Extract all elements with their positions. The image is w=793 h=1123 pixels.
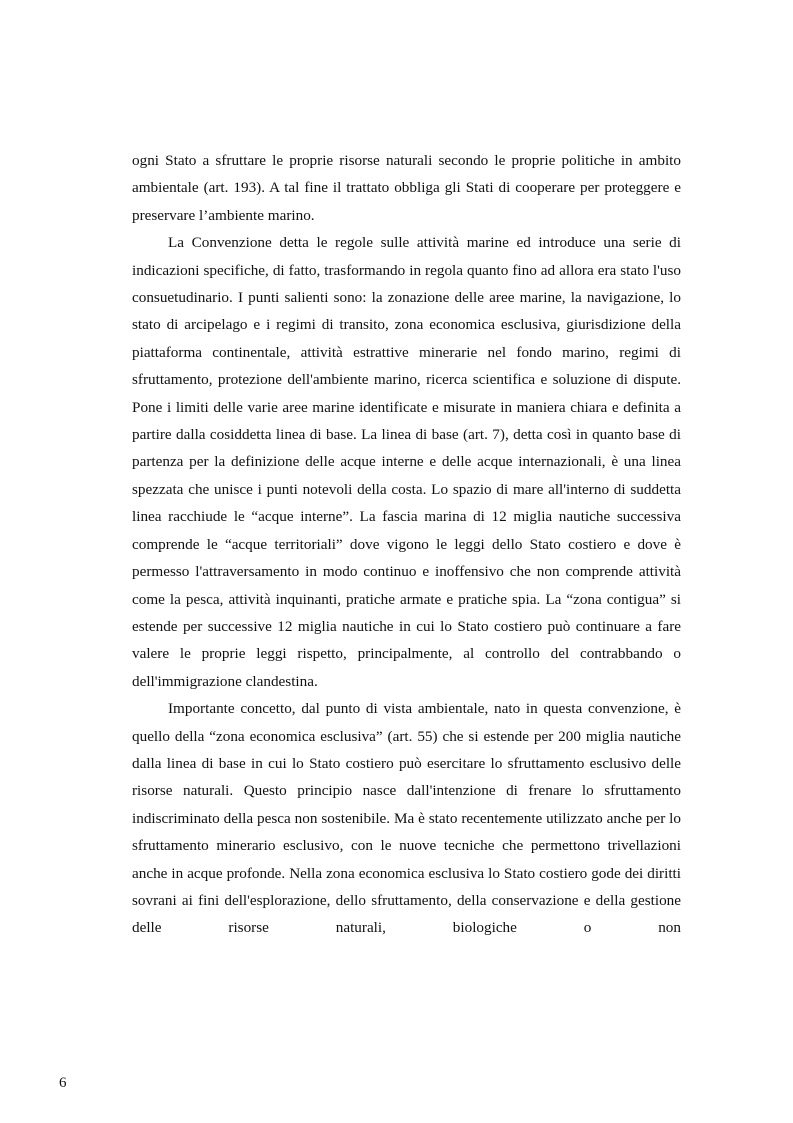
body-text — [132, 147, 681, 942]
paragraph-2: La Convenzione detta le regole sulle attività marine ed introduce una serie di indicazioni specifiche, di fatto, trasformando in regola quanto fino ad allora era stato l'uso consuetudinario. I punti salienti sono: la zonazione delle aree marine, la navigazione, lo stato di arcipelago e i regimi di transito, zona economica esclusiva, giurisdizione della piattaforma continentale, attività estrattive minerarie nel fondo marino, regimi di sfruttamento, protezione dell'ambiente marino, ricerca scientifica e soluzione di dispute. Pone i limiti delle varie aree marine identificate e misurate in maniera chiara e definita a partire dalla cosiddetta linea di base. La linea di base (art. 7), detta così in quanto base di partenza per la definizione delle acque interne e delle acque internazionali, è una linea spezzata che unisce i punti notevoli della costa. Lo spazio di mare all'interno di suddetta linea racchiude le “acque interne”. La fascia marina di 12 miglia nautiche successiva comprende le “acque territoriali” dove vigono le leggi dello Stato costiero e dove è permesso l'attraversamento in modo continuo e inoffensivo che non comprende attività come la pesca, attività inquinanti, pratiche armate e pratiche spia. La “zona contigua” si estende per successive 12 miglia nautiche in cui lo Stato costiero può continuare a fare valere le proprie leggi rispetto, principalmente, al controllo del contrabbando o dell'immigrazione clandestina. — [132, 234, 681, 690]
paragraph-3: Importante concetto, dal punto di vista ambientale, nato in questa convenzione, è quello della “zona economica esclusiva” (art. 55) che si estende per 200 miglia nautiche dalla linea di base in cui lo Stato costiero può esercitare lo sfruttamento esclusivo delle risorse naturali. Questo principio nasce dall'intenzione di frenare lo sfruttamento indiscriminato della pesca non sostenibile. Ma è stato recentemente utilizzato anche per lo sfruttamento minerario esclusivo, con le nuove tecniche che permettono trivellazioni anche in acque profonde. Nella zona economica esclusiva lo Stato costiero gode dei diritti sovrani ai fini dell'esplorazione, dello sfruttamento, della conservazione e della gestione delle risorse naturali, biologiche o non — [132, 700, 681, 937]
paragraph-1: ogni Stato a sfruttare le proprie risorse naturali secondo le proprie politiche in ambito ambientale (art. 193). A tal fine il trattato obbliga gli Stati di cooperare per proteggere e preservare l’ambiente marino. — [132, 152, 681, 224]
page-number: 6 — [59, 1075, 67, 1091]
